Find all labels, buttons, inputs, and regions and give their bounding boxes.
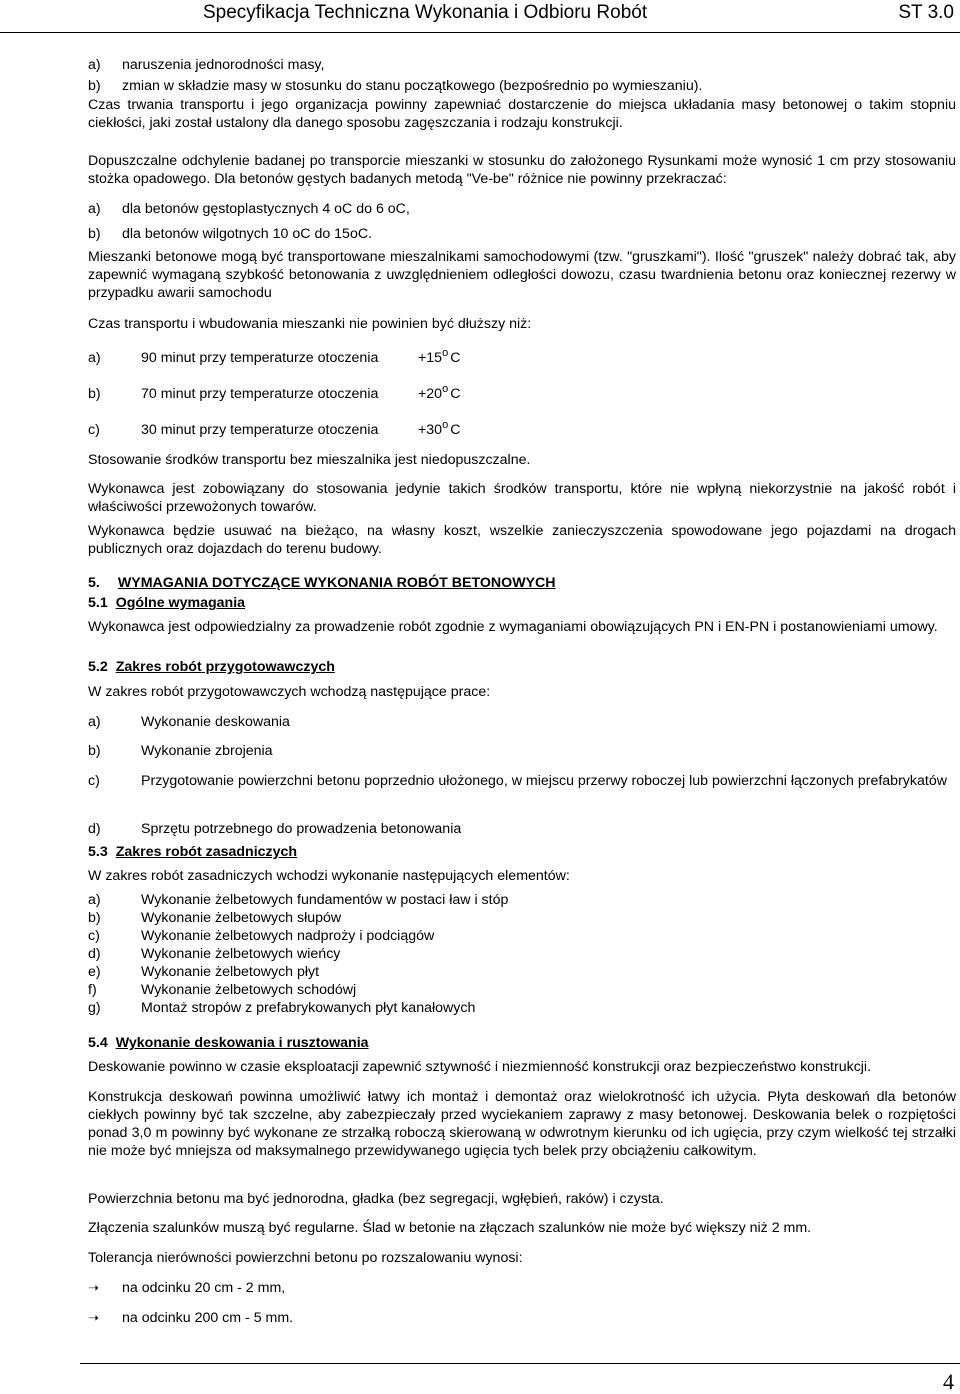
section-number: 5.2 [88, 659, 108, 675]
section-title: Ogólne wymagania [115, 595, 246, 611]
section-title: Zakres robót przygotowawczych [115, 659, 335, 675]
section-title: Zakres robót zasadniczych [115, 844, 298, 860]
paragraph-prep-intro: W zakres robót przygotowawczych wchodzą następujące prace: [88, 684, 491, 700]
list-item: na odcinku 20 cm - 2 mm, [122, 1280, 286, 1296]
list-item: dla betonów gęstoplastycznych 4 oC do 6 oC, [122, 201, 410, 217]
section-title: WYMAGANIA DOTYCZĄCE WYKONANIA ROBÓT BETONOWYCH [117, 575, 556, 591]
temperature-unit: C [450, 422, 461, 438]
paragraph-formwork-1: Deskowanie powinno w czasie eksploatacji zapewnić sztywność i niezmienność konstrukcji oraz bezpieczeństwo konstrukcji. [88, 1059, 872, 1075]
section-5-4-heading [88, 1034, 369, 1052]
degree-symbol: o [442, 347, 449, 359]
paragraph-contractor-2: Wykonawca będzie usuwać na bieżąco, na własny koszt, wszelkie zanieczyszczenia spowodowane jego pojazdami na drogach publicznych oraz dojazdach do terenu budowy. [88, 523, 956, 557]
list-marker: a) [88, 57, 101, 73]
list-item: Wykonanie żelbetowych fundamentów w postaci ław i stóp [141, 892, 509, 908]
section-5-heading [88, 574, 556, 592]
paragraph-deviation-part2: Dla betonów gęstych badanych metodą "Ve-be" różnice nie powinny przekraczać: [214, 171, 727, 187]
list-item: Wykonanie żelbetowych nadproży i podciągów [141, 928, 435, 944]
temperature-value: +20 [418, 386, 443, 402]
section-number: 5.4 [88, 1035, 108, 1051]
list-marker: a) [88, 350, 101, 366]
temperature-value: +30 [418, 422, 443, 438]
list-item: Sprzętu potrzebnego do prowadzenia betonowania [141, 821, 462, 837]
temperature [418, 349, 460, 368]
list-marker: e) [88, 964, 101, 980]
header-title: Specyfikacja Techniczna Wykonania i Odbioru Robót [203, 2, 648, 23]
paragraph-formwork-3: Powierzchnia betonu ma być jednorodna, gładka (bez segregacji, wgłębień, raków) i czysta. [88, 1191, 664, 1207]
list-marker: d) [88, 946, 101, 962]
paragraph-time: Czas transportu i wbudowania mieszanki nie powinien być dłuższy niż: [88, 316, 532, 332]
list-item: dla betonów wilgotnych 10 oC do 15oC. [122, 226, 373, 242]
arrow-icon: ➝ [88, 1310, 99, 1325]
list-item: Wykonanie żelbetowych słupów [141, 910, 342, 926]
list-item: 70 minut przy temperaturze otoczenia [141, 386, 379, 402]
header-rule [0, 32, 960, 33]
temperature [418, 421, 460, 440]
list-marker: g) [88, 1000, 101, 1016]
paragraph-formwork-2: Konstrukcja deskowań powinna umożliwić łatwy ich montaż i demontaż oraz wielokrotność ich użycia. Płyta deskowań dla betonów ciekłych powinny być tak szczelne, aby zabezpieczały przed wyciekaniem zaprawy z masy betonowej. Deskowania belek o rozpiętości ponad 3,0 m powinny być wykonane ze strzałką roboczą skierowaną w odwrotnym kierunku od ich ugięcia, przy czym wielkość tej strzałki nie może być mniejsza od maksymalnego przewidywanego ugięcia tych belek przy obciążeniu całkowitym. [88, 1089, 956, 1159]
paragraph-deviation [88, 152, 956, 188]
list-marker: b) [88, 386, 101, 402]
section-number: 5. [88, 575, 100, 591]
section-number: 5.3 [88, 844, 108, 860]
list-marker: b) [88, 743, 101, 759]
paragraph-nomixer: Stosowanie środków transportu bez mieszalnika jest niedopuszczalne. [88, 452, 531, 468]
list-item: na odcinku 200 cm - 5 mm. [122, 1310, 294, 1326]
list-marker: b) [88, 226, 101, 242]
section-5-3-heading [88, 843, 297, 861]
temperature-unit: C [450, 386, 461, 402]
section-5-2-heading [88, 658, 335, 676]
page-number: 4 [943, 1369, 954, 1394]
section-number: 5.1 [88, 595, 108, 611]
section-title: Wykonanie deskowania i rusztowania [115, 1035, 369, 1051]
paragraph-mixers: Mieszanki betonowe mogą być transportowane mieszalnikami samochodowymi (tzw. "gruszkami"). Ilość "gruszek" należy dobrać tak, aby zapewnić wymaganą szybkość betonowania z uwzględnieniem odległości dowozu, czasu twardnienia betonu oraz koniecznej rezerwy w przypadku awarii samochodu [88, 249, 956, 301]
list-item: Wykonanie żelbetowych schodówj [141, 982, 357, 998]
paragraph-formwork-4: Złączenia szalunków muszą być regularne. Ślad w betonie na złączach szalunków nie może być większy niż 2 mm. [88, 1220, 812, 1236]
list-marker: d) [88, 821, 101, 837]
list-marker: a) [88, 201, 101, 217]
list-marker: f) [88, 982, 97, 998]
paragraph-general: Wykonawca jest odpowiedzialny za prowadzenie robót zgodnie z wymaganiami obowiązujących PN i EN-PN i postanowieniami umowy. [88, 619, 938, 635]
list-item: Montaż stropów z prefabrykowanych płyt kanałowych [141, 1000, 476, 1016]
list-item: Wykonanie zbrojenia [141, 743, 273, 759]
degree-symbol: o [442, 419, 449, 431]
header-code: ST 3.0 [898, 2, 954, 23]
temperature-unit: C [450, 350, 461, 366]
paragraph-transport: Czas trwania transportu i jego organizacja powinny zapewniać dostarczenie do miejsca układania masy betonowej o takim stopniu ciekłości, jaki został ustalony dla danego sposobu zagęszczania i rodzaju konstrukcji. [88, 97, 956, 131]
list-item: Wykonanie żelbetowych płyt [141, 964, 320, 980]
list-marker: a) [88, 714, 101, 730]
paragraph-formwork-5: Tolerancja nierówności powierzchni betonu po rozszalowaniu wynosi: [88, 1250, 523, 1266]
list-item: 90 minut przy temperaturze otoczenia [141, 350, 379, 366]
list-item: naruszenia jednorodności masy, [122, 57, 325, 73]
paragraph-contractor-1: Wykonawca jest zobowiązany do stosowania jedynie takich środków transportu, które nie wpłyną niekorzystnie na jakość robót i właściwości przewożonych towarów. [88, 481, 956, 515]
list-marker: b) [88, 78, 101, 94]
footer-rule [80, 1363, 960, 1364]
list-marker: a) [88, 892, 101, 908]
degree-symbol: o [442, 383, 449, 395]
section-5-1-heading [88, 594, 245, 612]
list-marker: c) [88, 928, 100, 944]
list-item: zmian w składzie masy w stosunku do stanu początkowego (bezpośrednio po wymieszaniu). [122, 78, 703, 94]
list-item: Wykonanie deskowania [141, 714, 290, 730]
list-item: Wykonanie żelbetowych wieńcy [141, 946, 341, 962]
arrow-icon: ➝ [88, 1280, 99, 1295]
list-item: Przygotowanie powierzchni betonu poprzednio ułożonego, w miejscu przerwy roboczej lub powierzchni łączonych prefabrykatów [141, 773, 947, 789]
paragraph-main-intro: W zakres robót zasadniczych wchodzi wykonanie następujących elementów: [88, 868, 570, 884]
temperature [418, 385, 460, 404]
list-item: 30 minut przy temperaturze otoczenia [141, 422, 379, 438]
temperature-value: +15 [418, 350, 443, 366]
list-marker: c) [88, 422, 100, 438]
list-marker: c) [88, 773, 100, 789]
paragraph-deviation-part1: Dopuszczalne odchylenie badanej po transporcie mieszanki w stosunku do założonego Rysunkami może wynosić 1 cm przy stosowaniu stożka opadowego. [88, 153, 956, 187]
list-marker: b) [88, 910, 101, 926]
